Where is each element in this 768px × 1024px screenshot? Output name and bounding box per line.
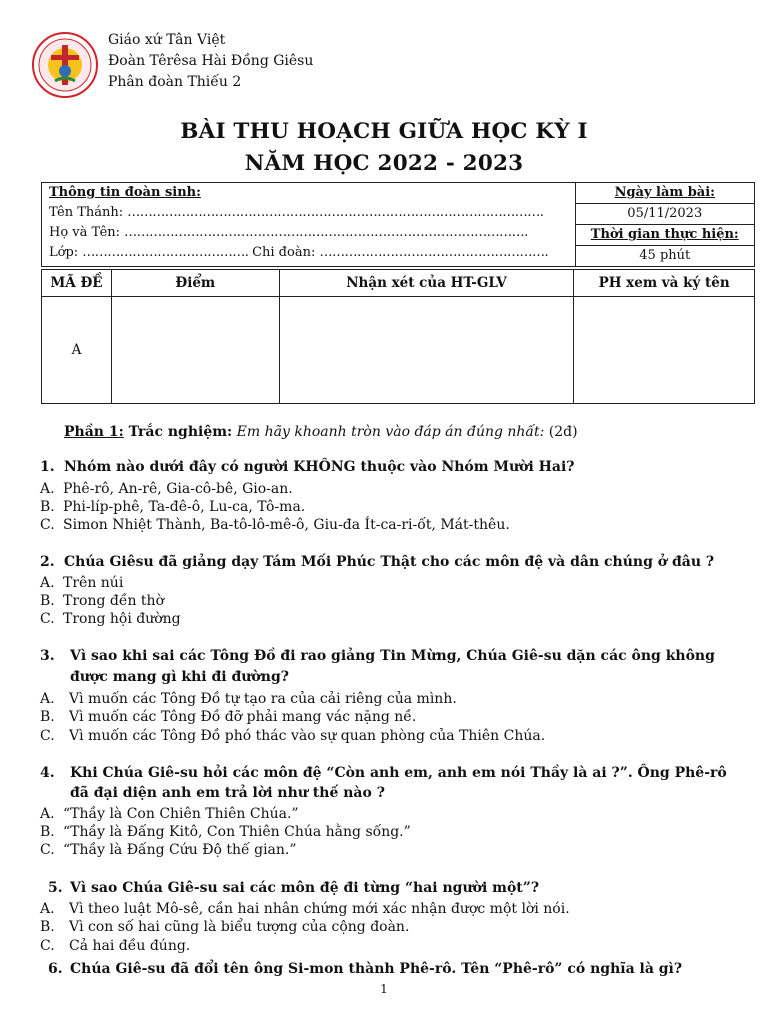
- student-info-table: [41, 182, 755, 267]
- question-4-continued: đã đại diện anh em trả lời như thế nào ?: [70, 785, 385, 801]
- question-1-option-c[interactable]: C. Simon Nhiệt Thành, Ba-tô-lô-mê-ô, Giu-đa Ít-ca-ri-ốt, Mát-thêu.: [40, 517, 510, 533]
- question-1-option-a[interactable]: A. Phê-rô, An-rê, Gia-cô-bê, Gio-an.: [40, 481, 293, 497]
- score-cell[interactable]: [111, 297, 279, 404]
- code-header: MÃ ĐỀ: [42, 270, 112, 297]
- question-2-option-b[interactable]: B. Trong đền thờ: [40, 593, 165, 609]
- student-info-cell: [42, 183, 576, 267]
- class-branch-field[interactable]: Lớp: …………………………………. Chi đoàn: ……………………………………………….: [49, 245, 549, 260]
- question-3-option-a[interactable]: A. Vì muốn các Tông Đồ tự tạo ra của cải riêng của mình.: [40, 691, 457, 707]
- student-info-heading: Thông tin đoàn sinh:: [49, 185, 201, 200]
- parent-signature-header: PH xem và ký tên: [574, 270, 755, 297]
- parent-signature-cell[interactable]: [574, 297, 755, 404]
- question-3-continued: được mang gì khi đi đường?: [70, 669, 289, 685]
- duration-label: Thời gian thực hiện:: [590, 227, 739, 242]
- parish-logo-icon: [31, 31, 99, 99]
- question-4-option-a[interactable]: A. “Thầy là Con Chiên Thiên Chúa.”: [40, 806, 299, 822]
- full-name-field[interactable]: Họ và Tên: …………………………………………………………………………………….: [49, 225, 528, 240]
- question-4-option-c[interactable]: C. “Thầy là Đấng Cứu Độ thế gian.”: [40, 842, 297, 858]
- question-5: 5. Vì sao Chúa Giê-su sai các môn đệ đi từng “hai người một”?: [48, 880, 540, 896]
- school-year-title: NĂM HỌC 2022 - 2023: [244, 151, 524, 176]
- question-5-option-a[interactable]: A. Vì theo luật Mô-sê, cần hai nhân chứng mới xác nhận được một lời nói.: [40, 901, 570, 917]
- saint-name-field[interactable]: Tên Thánh: ……………………………………………………………………………………….: [49, 205, 544, 220]
- page-number: 1: [380, 982, 388, 996]
- question-1: 1. Nhóm nào dưới đây có người KHÔNG thuộc vào Nhóm Mười Hai?: [40, 459, 575, 475]
- grading-table: [41, 269, 755, 404]
- exam-code-value: A: [42, 297, 112, 404]
- question-3-option-b[interactable]: B. Vì muốn các Tông Đồ đỡ phải mang vác nặng nề.: [40, 709, 417, 725]
- question-3-option-c[interactable]: C. Vì muốn các Tông Đồ phó thác vào sự quan phòng của Thiên Chúa.: [40, 728, 546, 744]
- question-3: 3. Vì sao khi sai các Tông Đồ đi rao giảng Tin Mừng, Chúa Giê-su dặn các ông không: [40, 648, 715, 664]
- association-name: Đoàn Têrêsa Hài Đồng Giêsu: [108, 53, 314, 69]
- parish-name: Giáo xứ Tân Việt: [108, 32, 226, 48]
- duration-value: 45 phút: [639, 248, 691, 263]
- question-2: 2. Chúa Giêsu đã giảng dạy Tám Mối Phúc Thật cho các môn đệ và dân chúng ở đâu ?: [40, 554, 715, 570]
- part1-heading: Phần 1: Trắc nghiệm: Em hãy khoanh tròn vào đáp án đúng nhất: (2đ): [64, 424, 578, 440]
- comment-header: Nhận xét của HT-GLV: [279, 270, 574, 297]
- exam-meta-cell: [575, 183, 754, 267]
- document-title: BÀI THU HOẠCH GIỮA HỌC KỲ I: [180, 119, 588, 144]
- question-6: 6. Chúa Giê-su đã đổi tên ông Si-mon thành Phê-rô. Tên “Phê-rô” có nghĩa là gì?: [48, 961, 683, 977]
- date-value: 05/11/2023: [576, 204, 754, 225]
- division-name: Phân đoàn Thiếu 2: [108, 74, 242, 90]
- score-header: Điểm: [111, 270, 279, 297]
- question-2-option-a[interactable]: A. Trên núi: [40, 575, 124, 591]
- date-label: Ngày làm bài:: [614, 185, 715, 200]
- question-4: 4. Khi Chúa Giê-su hỏi các môn đệ “Còn anh em, anh em nói Thầy là ai ?”. Ông Phê-rô: [40, 765, 727, 781]
- question-5-option-c[interactable]: C. Cả hai đều đúng.: [40, 938, 191, 954]
- question-2-option-c[interactable]: C. Trong hội đường: [40, 611, 181, 627]
- organization-header: [108, 30, 313, 93]
- question-4-option-b[interactable]: B. “Thầy là Đấng Kitô, Con Thiên Chúa hằng sống.”: [40, 824, 411, 840]
- question-5-option-b[interactable]: B. Vì con số hai cũng là biểu tượng của cộng đoàn.: [40, 919, 410, 935]
- question-1-option-b[interactable]: B. Phi-líp-phê, Ta-đê-ô, Lu-ca, Tô-ma.: [40, 499, 306, 515]
- comment-cell[interactable]: [279, 297, 574, 404]
